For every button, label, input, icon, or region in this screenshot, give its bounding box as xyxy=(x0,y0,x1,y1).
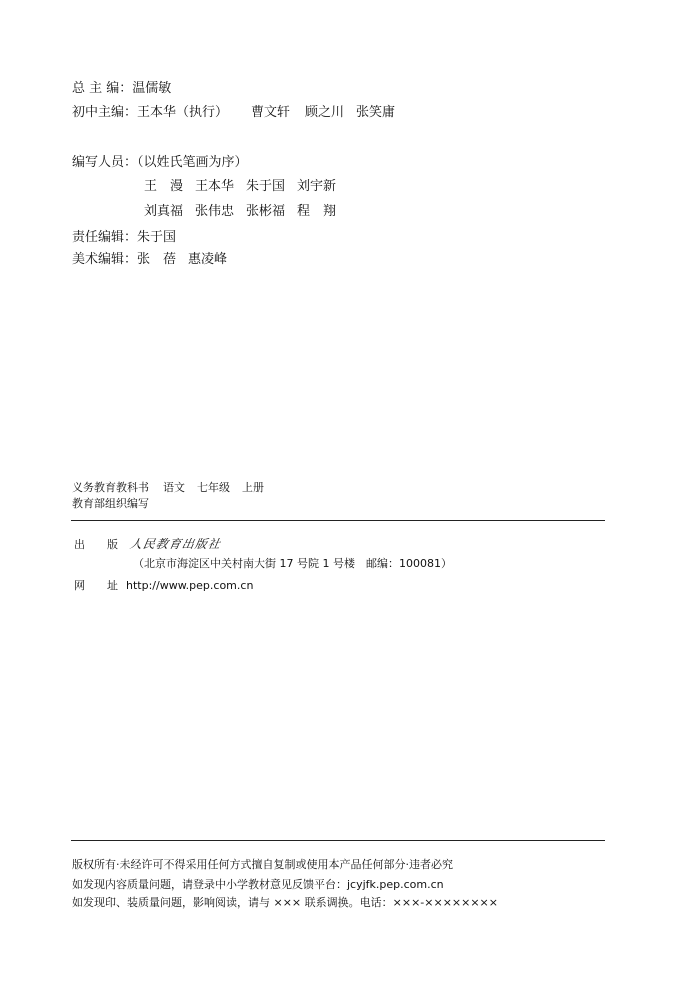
top-divider xyxy=(71,520,605,521)
publisher-address: （北京市海淀区中关村南大街 17 号院 1 号楼 邮编：100081） xyxy=(133,557,452,570)
book-grade: 七年级 xyxy=(197,481,230,494)
compiled-by-line: 教育部组织编写 xyxy=(72,497,149,510)
art-editors-label: 美术编辑： xyxy=(72,252,138,267)
book-series: 义务教育教科书 xyxy=(72,481,149,494)
website-line xyxy=(74,577,253,593)
junior-chief-editor-name: 张笑庸 xyxy=(356,105,396,120)
compiler-name: 朱于国 xyxy=(246,179,286,194)
print-quality-notice: 如发现印、装质量问题，影响阅读，请与 ××× 联系调换。电话：×××-×××××××× xyxy=(72,896,498,909)
responsible-editor-line: 责任编辑：朱于国 xyxy=(72,230,177,245)
junior-chief-editor-line xyxy=(72,101,395,120)
compiler-name: 程 翔 xyxy=(297,204,337,219)
junior-chief-editor-name: 曹文轩 xyxy=(251,105,291,120)
compilers-label: 编写人员：（以姓氏笔画为序） xyxy=(72,155,248,170)
content-feedback-notice: 如发现内容质量问题，请登录中小学教材意见反馈平台：jcyjfk.pep.com.cn xyxy=(72,878,444,891)
compiler-name: 张彬福 xyxy=(246,204,286,219)
book-subject: 语文 xyxy=(163,481,185,494)
chief-editor-line: 总 主 编：温儒敏 xyxy=(72,81,172,96)
compiler-name: 张伟忠 xyxy=(195,204,235,219)
bottom-divider xyxy=(71,840,605,841)
publisher-label: 出 版 xyxy=(74,538,118,551)
publisher-line xyxy=(74,535,221,552)
compiler-name: 王 漫 xyxy=(144,179,184,194)
art-editors-line xyxy=(72,248,227,267)
compiler-name: 王本华 xyxy=(195,179,235,194)
compilers-row-1 xyxy=(144,175,336,194)
website-label: 网 址 xyxy=(74,579,118,592)
compilers-row-2 xyxy=(144,200,336,219)
website-url[interactable]: http://www.pep.com.cn xyxy=(126,579,254,592)
art-editor-name: 张 蓓 xyxy=(137,252,177,267)
book-title-line xyxy=(72,479,264,495)
junior-chief-editor-name: 顾之川 xyxy=(305,105,345,120)
copyright-notice: 版权所有·未经许可不得采用任何方式擅自复制或使用本产品任何部分·违者必究 xyxy=(72,858,453,871)
junior-chief-editor-label: 初中主编：王本华（执行） xyxy=(72,105,229,120)
compiler-name: 刘宇新 xyxy=(297,179,337,194)
publisher-logo: 人民教育出版社 xyxy=(128,537,223,551)
art-editor-name: 惠凌峰 xyxy=(188,252,228,267)
book-volume: 上册 xyxy=(242,481,264,494)
compiler-name: 刘真福 xyxy=(144,204,184,219)
